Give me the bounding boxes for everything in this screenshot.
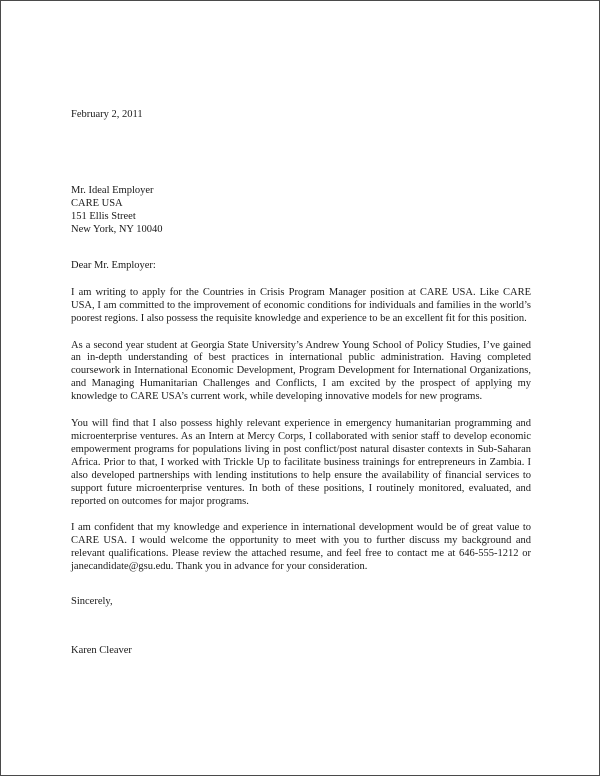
body-paragraph-2: As a second year student at Georgia State University’s Andrew Young School of Policy Studies, I’ve gained an in-depth understanding of best practices in international public administration. Having completed coursework in International Economic Development, Program Development for International Organizations, and Managing Humanitarian Challenges and Conflicts, I am excited by the prospect of applying my knowledge to CARE USA’s current work, while developing innovative models for new programs. bbox=[71, 339, 531, 403]
letter-content bbox=[71, 1, 531, 657]
recipient-organization: CARE USA bbox=[71, 197, 123, 209]
recipient-street: 151 Ellis Street bbox=[71, 210, 136, 222]
recipient-name: Mr. Ideal Employer bbox=[71, 184, 154, 196]
body-paragraph-4: I am confident that my knowledge and experience in international development would be of great value to CARE USA. I would welcome the opportunity to meet with you to further discuss my background and relevant qualifications. Please review the attached resume, and feel free to contact me at 646-555-1212 or janecandidate@gsu.edu. Thank you in advance for your consideration. bbox=[71, 522, 531, 573]
closing: Sincerely, bbox=[71, 596, 113, 608]
body-paragraph-3: You will find that I also possess highly relevant experience in emergency humanitarian programming and microenterprise ventures. As an Intern at Mercy Corps, I collaborated with senior staff to develop economic empowerment programs for populations living in post conflict/post natural disaster contexts in Sub-Saharan Africa. Prior to that, I worked with Trickle Up to facilitate business trainings for entrepreneurs in Zambia. I also developed partnerships with lending institutions to help ensure the availability of financial services to support future microenterprise ventures. In both of these positions, I routinely monitored, evaluated, and reported on outcomes for major programs. bbox=[71, 418, 531, 507]
recipient-city-state-zip: New York, NY 10040 bbox=[71, 224, 163, 236]
letter-date: February 2, 2011 bbox=[71, 109, 143, 120]
signature-name: Karen Cleaver bbox=[71, 644, 132, 656]
salutation: Dear Mr. Employer: bbox=[71, 260, 156, 272]
body-paragraph-1: I am writing to apply for the Countries in Crisis Program Manager position at CARE USA. Like CARE USA, I am committed to the improvement of economic conditions for individuals and families in the world’s poorest regions. I also possess the requisite knowledge and experience to be an excellent fit for this position. bbox=[71, 286, 531, 324]
recipient-address-block bbox=[71, 184, 531, 237]
